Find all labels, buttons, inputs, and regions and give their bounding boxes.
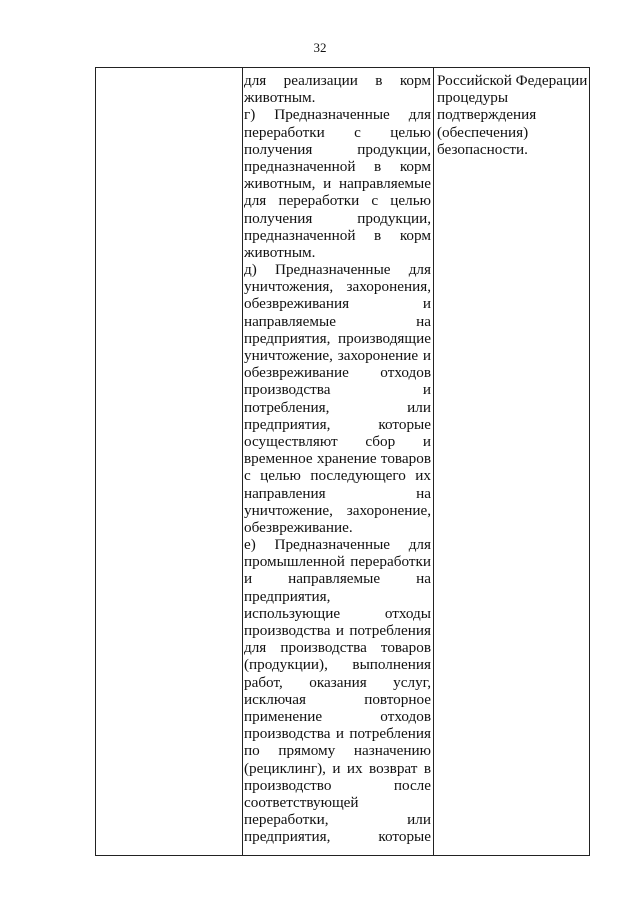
table-cell-right	[437, 72, 588, 158]
text-line: для переработки с целью	[244, 192, 431, 210]
text-line: предприятия, которые	[244, 415, 431, 433]
text-line: обезвреживание.	[244, 518, 353, 536]
text-line: соответствующей	[244, 793, 359, 811]
text-line: переработки, или	[244, 811, 431, 829]
text-line: исключая повторное	[244, 690, 431, 708]
text-line: переработки с целью	[244, 123, 431, 141]
text-line: предназначенной в корм	[244, 226, 431, 244]
text-line: (продукции), выполнения	[244, 656, 431, 674]
text-line: для реализации в корм	[244, 72, 431, 89]
text-line: уничтожение, захоронение,	[244, 501, 431, 519]
text-line: промышленной переработки	[244, 553, 431, 571]
text-line: д) Предназначенные для	[244, 261, 431, 279]
text-line: г) Предназначенные для	[244, 106, 431, 124]
page-number: 32	[313, 40, 327, 55]
text-line: по прямому назначению	[244, 742, 431, 760]
text-line: получения продукции,	[244, 140, 431, 158]
text-line: получения продукции,	[244, 209, 431, 227]
text-line: е) Предназначенные для	[244, 536, 431, 554]
text-line: (рециклинг), и их возврат в	[244, 759, 431, 777]
text-line: процедуры	[437, 89, 509, 107]
column-divider-left	[242, 67, 243, 856]
text-line: предприятия, производящие	[244, 329, 431, 347]
text-line: для производства товаров	[244, 639, 431, 657]
text-line: животным.	[244, 89, 316, 107]
text-line: предназначенной в корм	[244, 157, 431, 175]
text-line: подтверждения	[437, 106, 537, 124]
text-line: уничтожение, захоронение и	[244, 347, 431, 364]
text-line: обезвреживания и	[244, 295, 431, 313]
text-line: производства и потребления	[244, 725, 431, 743]
table-cell-middle	[244, 72, 431, 845]
text-line: производства и потребления	[244, 622, 431, 639]
text-line: осуществляют сбор и	[244, 432, 431, 450]
text-line: направляемые на	[244, 312, 431, 330]
text-line: с целью последующего их	[244, 467, 431, 485]
text-line: работ, оказания услуг,	[244, 673, 431, 691]
text-line: предприятия,	[244, 587, 331, 605]
text-line: Российской Федерации	[437, 72, 588, 89]
text-line: использующие отходы	[244, 604, 431, 622]
text-line: и направляемые на	[244, 570, 431, 588]
text-line: уничтожения, захоронения,	[244, 278, 431, 296]
text-line: (обеспечения)	[437, 123, 529, 141]
text-line: временное хранение товаров	[244, 450, 431, 468]
text-line: животным, и направляемые	[244, 175, 431, 193]
text-line: обезвреживание отходов	[244, 364, 431, 382]
text-line: предприятия, которые	[244, 828, 431, 846]
text-line: применение отходов	[244, 707, 431, 725]
text-line: животным.	[244, 243, 316, 261]
text-line: потребления, или	[244, 398, 431, 416]
text-line: безопасности.	[437, 140, 528, 158]
text-line: направления на	[244, 484, 431, 502]
column-divider-right	[433, 67, 434, 856]
text-line: производство после	[244, 776, 431, 794]
text-line: производства и	[244, 381, 431, 399]
